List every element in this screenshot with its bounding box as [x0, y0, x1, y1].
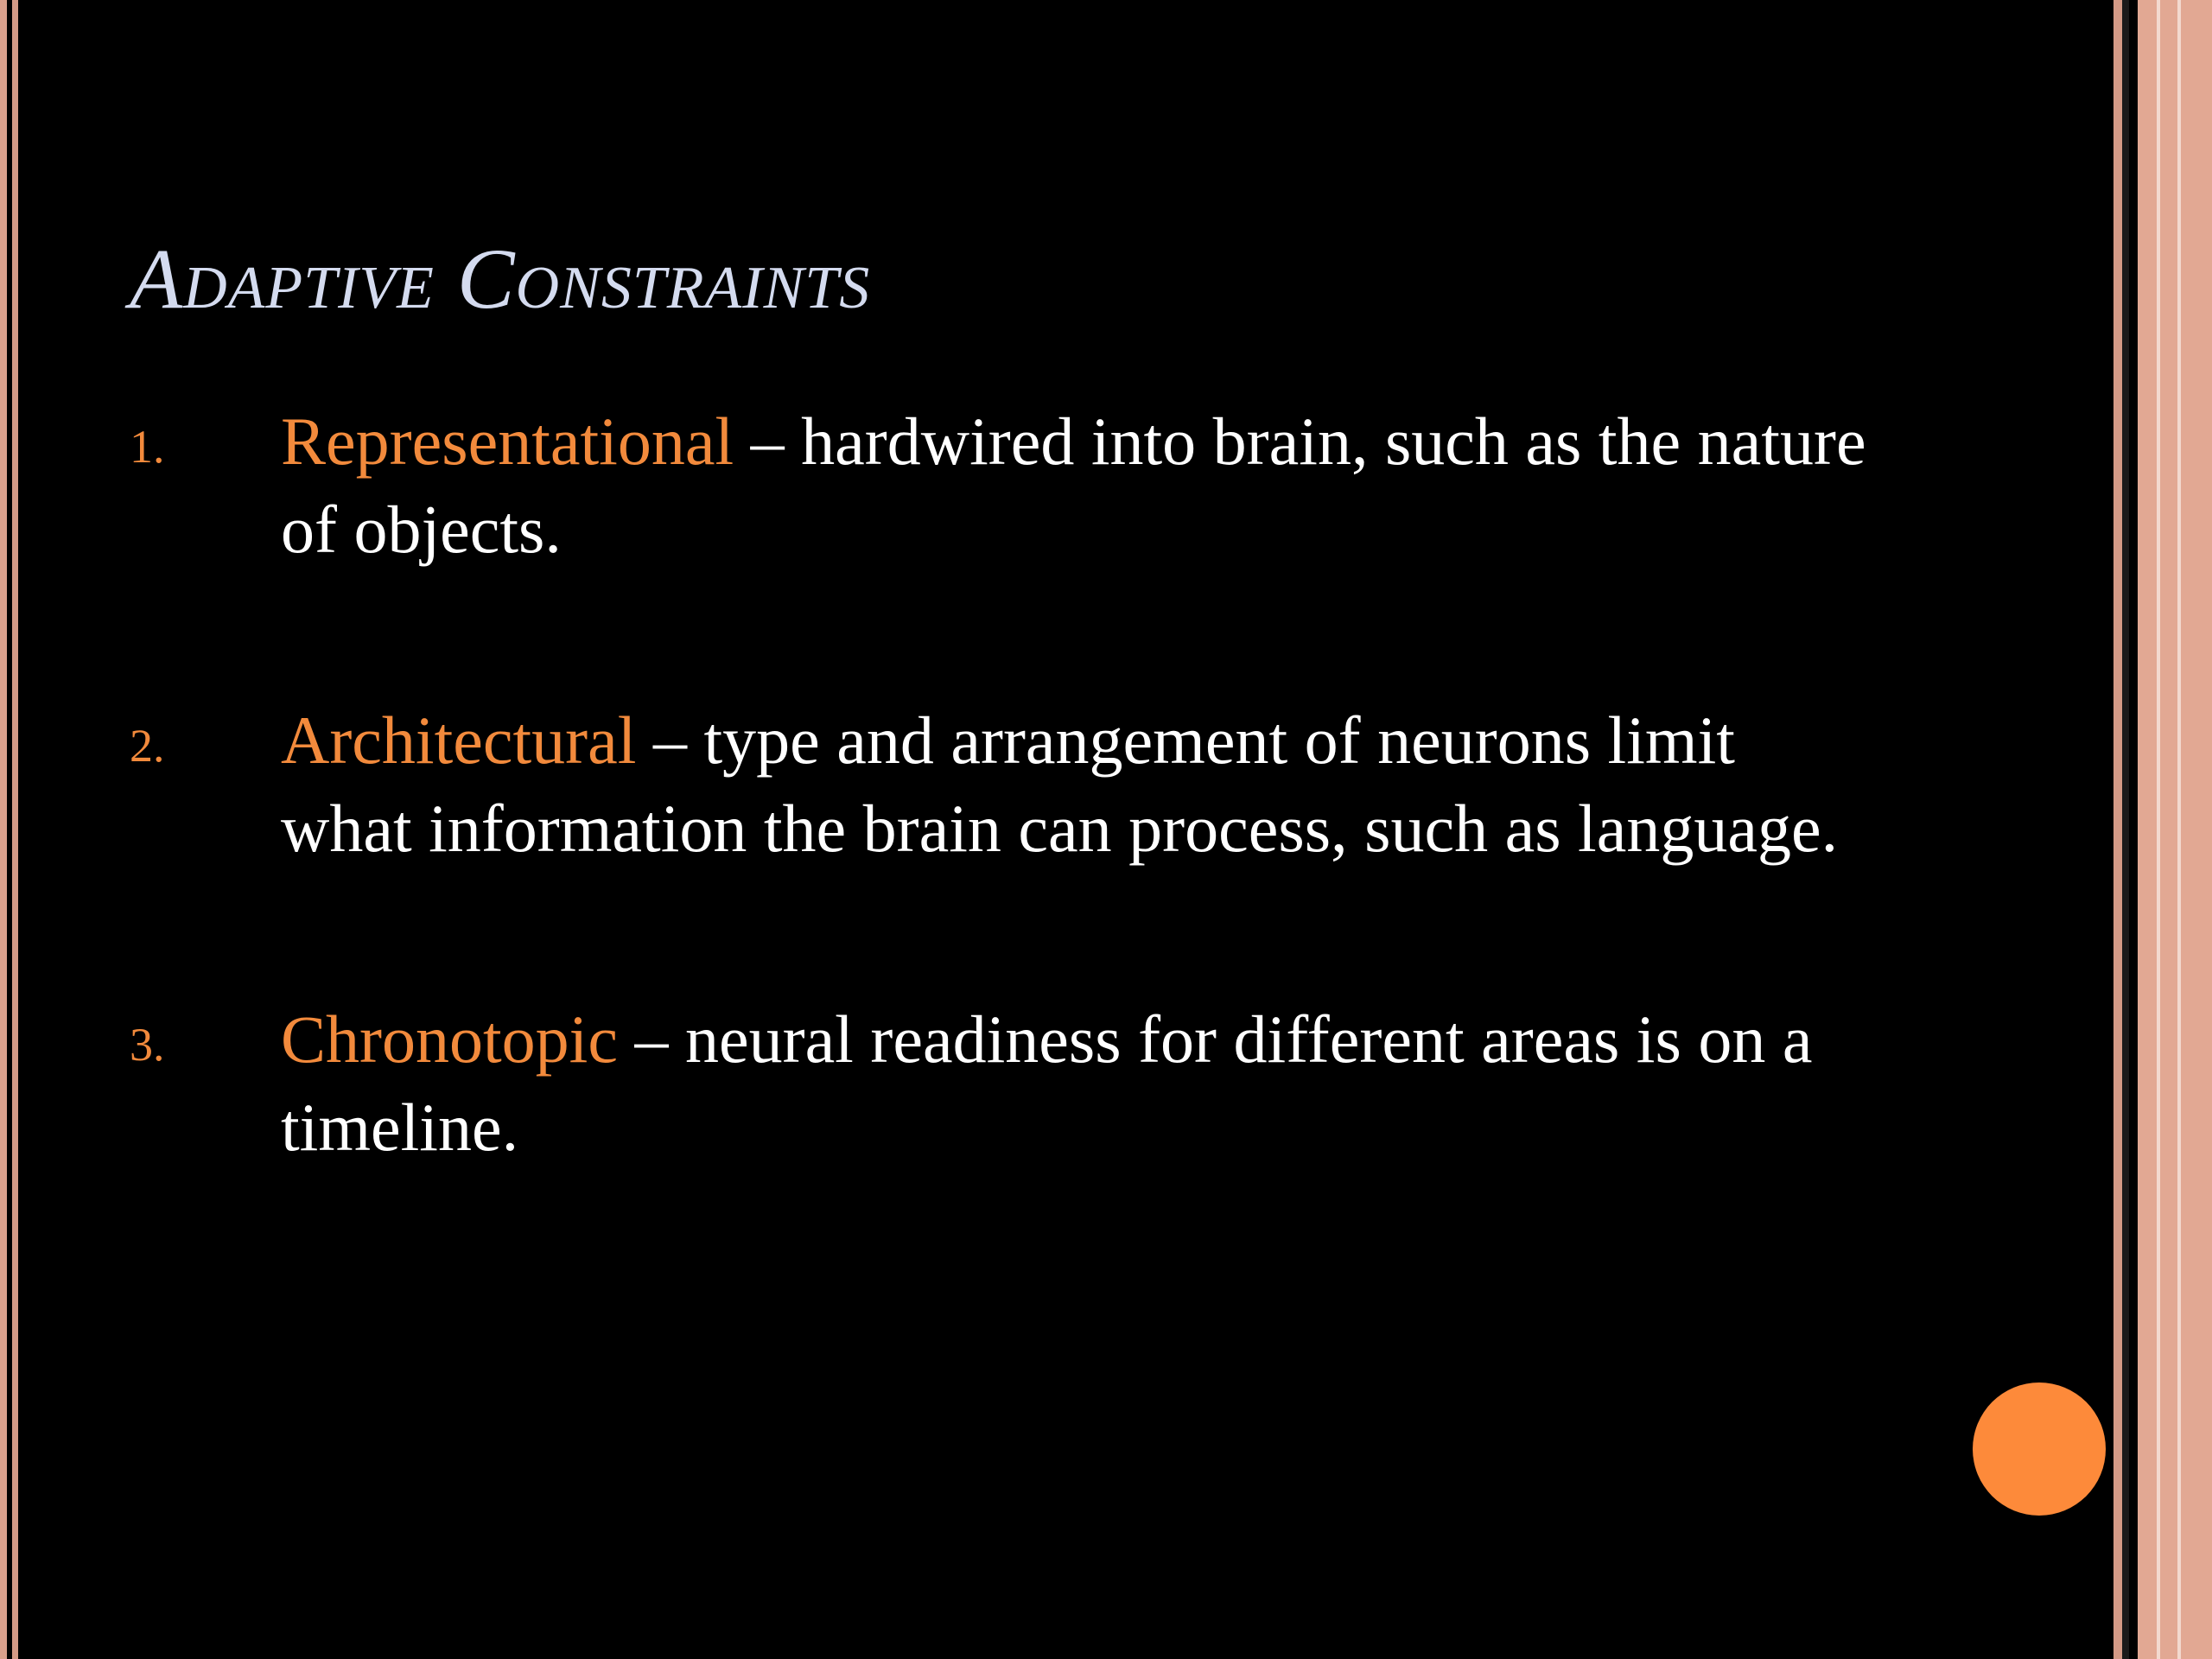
list-item-description: – neural readiness for different areas is on a timeline. [281, 1001, 1813, 1165]
list-item-description: – type and arrangement of neurons limit what information the brain can process, such as language. [281, 702, 1839, 866]
constraints-list [130, 397, 1944, 1294]
list-item [130, 397, 1944, 574]
orange-circle-decoration [1973, 1382, 2106, 1516]
list-item-number: 2. [130, 720, 165, 772]
left-border-stripe [0, 0, 7, 1659]
right-border-stripe [2113, 0, 2122, 1659]
list-item-number: 1. [130, 421, 165, 473]
left-border-stripe [12, 0, 18, 1659]
list-item-number: 3. [130, 1019, 165, 1071]
slide-title: Adaptive Constraints [130, 231, 871, 327]
list-item-text [281, 397, 1879, 574]
list-item-term: Chronotopic [281, 1001, 618, 1077]
right-border-stripe [2160, 0, 2177, 1659]
right-border-gap [2129, 0, 2138, 1659]
right-border-stripe [2138, 0, 2157, 1659]
list-item [130, 995, 1944, 1172]
list-item-description: – hardwired into brain, such as the nature of objects. [281, 404, 1866, 567]
list-item-term: Architectural [281, 702, 637, 778]
right-border-gap [2122, 0, 2129, 1659]
list-item-term: Representational [281, 404, 734, 479]
list-item [130, 696, 1944, 873]
right-border-stripe [2181, 0, 2212, 1659]
list-item-text [281, 995, 1879, 1172]
list-item-text [281, 696, 1879, 873]
